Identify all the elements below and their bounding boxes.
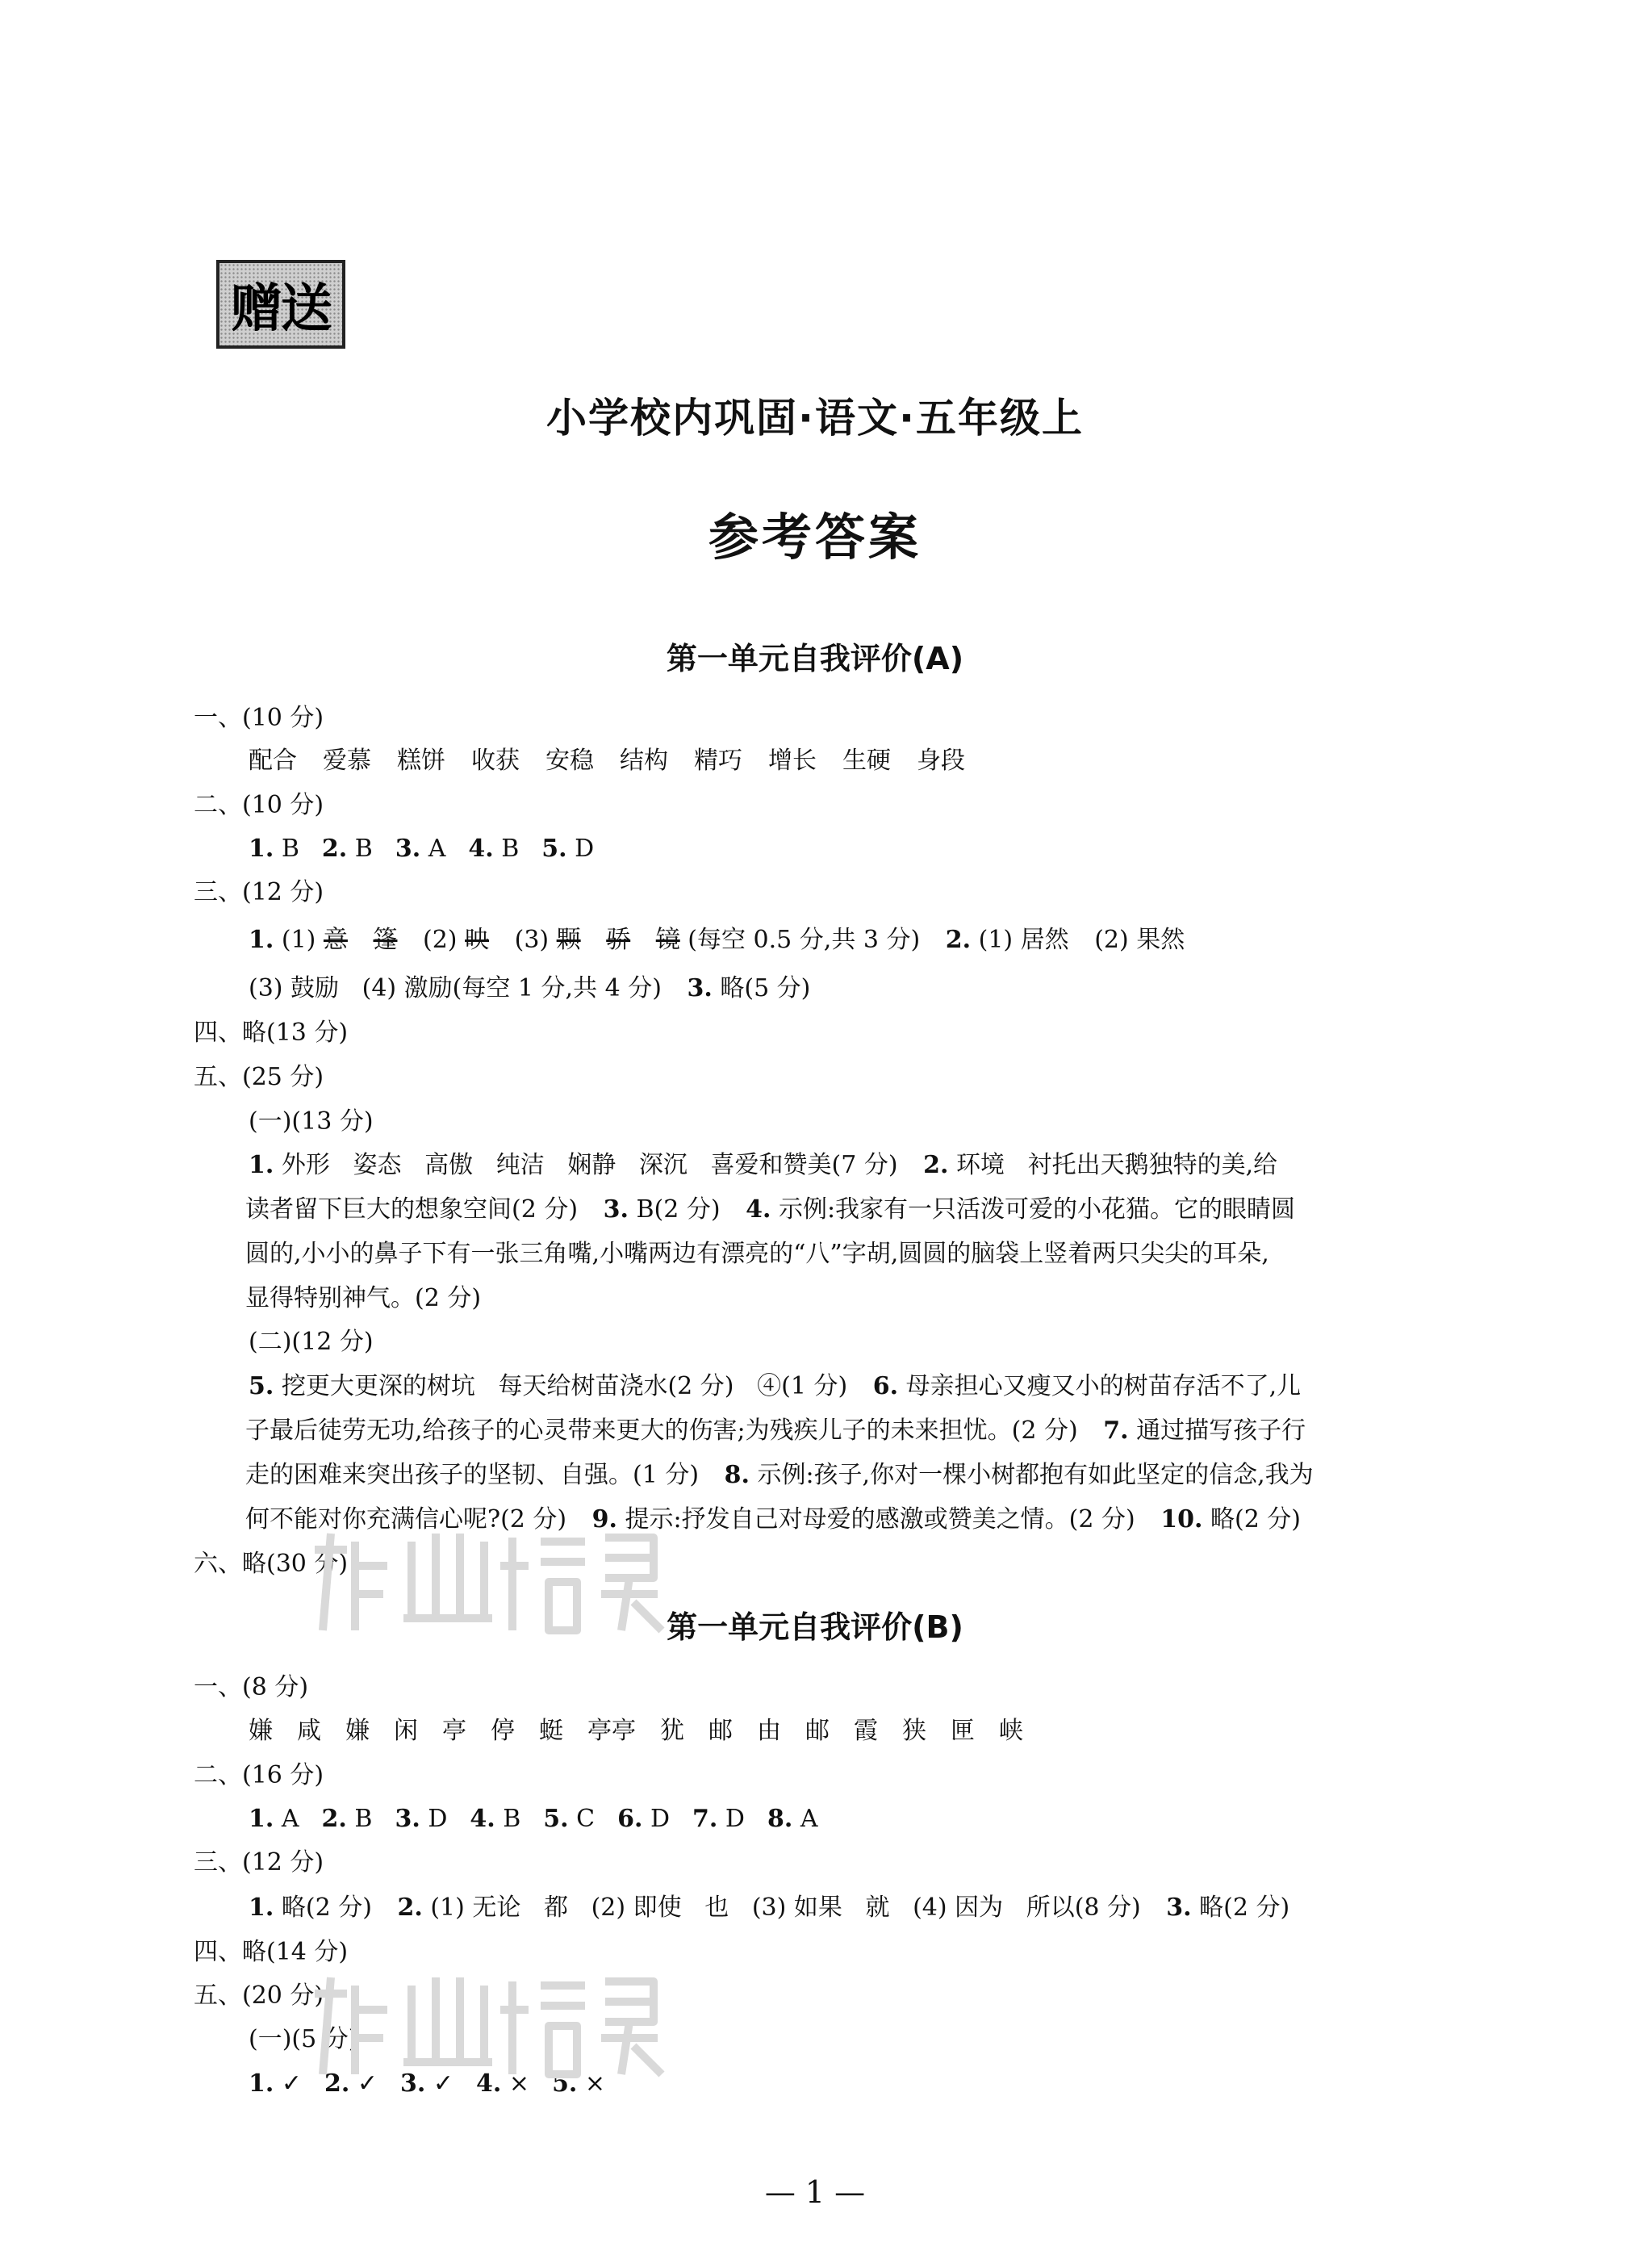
b-q1-word-4: 闲 [394,1717,418,1745]
a-q2-answer-value: B [347,835,373,863]
b-q1-word-13: 霞 [854,1717,878,1745]
b-q2-heading: 二、(16 分) [194,1761,324,1789]
b-q5-part1-heading: (一)(5 分) [249,2025,358,2053]
a-q3-sub3-label: (3) [514,926,550,954]
a-q2-answer-1 [249,835,299,863]
a-q3-score-note: (每空 0.5 分,共 3 分) [688,926,921,954]
a-q5-answer-3: B(2 分) [636,1195,721,1224]
b-q1-word-7: 蜓 [539,1717,563,1745]
b-q3-number-3: 3. [1166,1893,1192,1922]
b-q1-word-6: 停 [491,1717,515,1745]
a-q5-p1-line-2 [245,1194,1295,1226]
a-q2-answer-value: B [274,835,299,863]
b-q2-answer-value: D [420,1805,448,1833]
b-q2-answer-4 [470,1805,520,1833]
section-b-title: 第一单元自我评价(B) [667,1609,963,1645]
b-q1-word-8: 亭亭 [587,1717,636,1745]
b-q2-answers [249,1803,818,1835]
a-q5-number-6: 6. [872,1372,899,1400]
a-q2-answer-4 [468,835,519,863]
b-q1-heading: 一、(8 分) [194,1673,309,1701]
b-q2-answer-number: 5. [543,1805,569,1833]
a-q2-answer-value: A [420,835,446,863]
b-q2-answer-6 [617,1805,670,1833]
b-q1-word-1: 嫌 [249,1717,273,1745]
book-title: 小学校内巩固·语文·五年级上 [546,395,1084,441]
a-q3-char-2: 篷 [373,926,398,954]
b-q5-answer-value: ✓ [425,2069,454,2098]
a-q1-word-1: 配合 [249,747,297,775]
a-q1-word-3: 糕饼 [397,747,445,775]
a-q5-number-3: 3. [603,1195,629,1224]
b-q3-line [249,1892,1289,1924]
b-q1-words [249,1715,1023,1747]
a-q5-answer-7-cont: 走的困难来突出孩子的坚韧、自强。(1 分) [245,1461,700,1489]
b-q3-answer-2: (1) 无论 都 (2) 即使 也 (3) 如果 就 (4) 因为 所以(8 分) [430,1893,1141,1922]
b-q2-answer-value: A [274,1805,299,1833]
b-q2-answer-number: 6. [617,1805,643,1833]
a-q3-number-3: 3. [687,974,713,1002]
a-q5-p1-line-4: 显得特别神气。(2 分) [245,1284,482,1312]
b-q5-answer-5 [552,2069,605,2098]
section-a-title: 第一单元自我评价(A) [666,641,964,676]
b-q5-answer-value: × [577,2069,606,2098]
b-q1-word-9: 犹 [660,1717,684,1745]
b-q2-answer-value: B [495,1805,521,1833]
b-q5-answer-1 [249,2069,302,2098]
a-q5-number-9: 9. [591,1505,617,1534]
b-q1-word-2: 咸 [297,1717,321,1745]
b-q2-answer-2 [322,1805,373,1833]
b-q5-answer-value: ✓ [349,2069,378,2098]
b-q3-answer-3: 略(2 分) [1199,1893,1290,1922]
b-q5-answer-number: 4. [476,2069,502,2098]
a-q5-answer-8-cont: 何不能对你充满信心呢?(2 分) [245,1505,567,1534]
a-q5-number-4: 4. [746,1195,771,1224]
a-q5-p2-line-2 [245,1415,1306,1447]
b-q5-answer-number: 5. [552,2069,578,2098]
a-q1-word-4: 收获 [471,747,520,775]
a-q5-p2-line-4 [245,1504,1301,1536]
a-q1-word-5: 安稳 [545,747,594,775]
a-q2-answer-number: 5. [541,835,567,863]
b-q1-word-15: 匣 [951,1717,975,1745]
a-q3-sub2-label: (2) [423,926,458,954]
a-q5-heading: 五、(25 分) [194,1063,324,1091]
a-q3-char-4: 颗 [556,926,581,954]
a-q2-answer-number: 2. [321,835,348,863]
b-q2-answer-value: D [717,1805,745,1833]
b-q1-word-3: 嫌 [345,1717,370,1745]
b-q4: 四、略(14 分) [194,1938,349,1966]
b-q5-answer-3 [400,2069,453,2098]
a-q3-char-3: 映 [465,926,490,954]
a-q2-heading: 二、(10 分) [194,791,324,819]
a-q5-p2-line-1 [249,1370,1301,1403]
b-q2-answer-value: A [792,1805,818,1833]
b-q1-word-5: 亭 [442,1717,466,1745]
a-q3-number-1: 1. [249,926,274,954]
a-q5-part2-heading: (二)(12 分) [249,1328,374,1356]
a-q6: 六、略(30 分) [194,1550,349,1578]
answer-key-title: 参考答案 [708,508,922,567]
a-q1-heading: 一、(10 分) [194,704,324,732]
b-q2-answer-number: 3. [395,1805,420,1833]
a-q5-answer-7: 通过描写孩子行 [1136,1416,1306,1445]
a-q1-word-2: 爱慕 [323,747,371,775]
b-q3-number-1: 1. [249,1893,274,1922]
a-q1-words [249,745,965,777]
b-q5-answer-value: × [501,2069,530,2098]
a-q1-word-8: 增长 [768,747,817,775]
a-q2-answer-3 [395,835,446,863]
b-q2-answer-value: C [568,1805,596,1833]
b-q2-answer-7 [692,1805,745,1833]
a-q5-number-2: 2. [923,1151,949,1179]
b-q2-answer-8 [767,1805,818,1833]
a-q3-answer-3: 略(5 分) [720,974,811,1002]
b-q2-answer-number: 7. [692,1805,718,1833]
a-q5-p1-line-1 [249,1149,1277,1182]
a-q5-answer-2-cont: 读者留下巨大的想象空间(2 分) [245,1195,579,1224]
a-q2-answer-2 [322,835,373,863]
a-q5-number-7: 7. [1103,1416,1129,1445]
a-q3-char-1: 意 [323,926,348,954]
a-q2-answers [249,833,594,865]
a-q3-answer-juran: (1) 居然 [978,926,1069,954]
b-q2-answer-number: 8. [767,1805,793,1833]
a-q1-word-7: 精巧 [694,747,742,775]
b-q1-word-14: 狭 [902,1717,926,1745]
b-q3-number-2: 2. [397,1893,423,1922]
a-q5-p2-line-3 [245,1459,1314,1492]
b-q1-word-12: 邮 [805,1717,830,1745]
b-q5-answer-number: 2. [324,2069,350,2098]
a-q2-answer-number: 3. [395,835,421,863]
b-q2-answer-number: 4. [470,1805,495,1833]
a-q1-word-10: 身段 [917,747,965,775]
a-q5-answer-2: 环境 衬托出天鹅独特的美,给 [955,1151,1278,1179]
b-q2-answer-number: 2. [321,1805,347,1833]
b-q5-answers [249,2068,605,2100]
a-q5-answer-5: 挖更大更深的树坑 每天给树苗浇水(2 分) ④(1 分) [281,1372,848,1400]
a-q1-word-9: 生硬 [842,747,891,775]
a-q5-number-5: 5. [249,1372,274,1400]
b-q2-answer-number: 1. [249,1805,274,1833]
a-q3-line-2-text: (3) 鼓励 (4) 激励(每空 1 分,共 4 分) [249,974,662,1002]
a-q2-answer-5 [541,835,594,863]
a-q5-answer-6: 母亲担心又瘦又小的树苗存活不了,儿 [905,1372,1302,1400]
b-q5-answer-number: 3. [400,2069,426,2098]
a-q5-answer-6-cont: 子最后徒劳无功,给孩子的心灵带来更大的伤害;为残疾儿子的未来担忧。(2 分) [245,1416,1078,1445]
page-number: — 1 — [764,2174,866,2210]
b-q5-answer-value: ✓ [274,2069,303,2098]
a-q3-line-2 [249,973,810,1005]
a-q3-answer-guoran: (2) 果然 [1094,926,1185,954]
a-q3-line-1 [249,924,1185,956]
a-q3-char-6: 镜 [655,926,680,954]
a-q5-p1-line-3: 圆的,小小的鼻子下有一张三角嘴,小嘴两边有漂亮的“八”字胡,圆圆的脑袋上竖着两只尖尖的耳朵, [245,1240,1269,1268]
a-q5-number-8: 8. [724,1461,750,1489]
b-q5-answer-number: 1. [249,2069,274,2098]
a-q5-answer-9: 提示:抒发自己对母爱的感激或赞美之情。(2 分) [625,1505,1135,1534]
a-q5-answer-8: 示例:孩子,你对一棵小树都抱有如此坚定的信念,我为 [757,1461,1314,1489]
a-q4: 四、略(13 分) [194,1019,349,1047]
b-q3-heading: 三、(12 分) [194,1848,324,1877]
b-q1-word-11: 由 [757,1717,781,1745]
a-q2-answer-number: 4. [468,835,494,863]
b-q3-answer-1: 略(2 分) [281,1893,372,1922]
gift-stamp: 赠送 [216,260,345,349]
a-q2-answer-value: B [493,835,520,863]
b-q1-word-10: 邮 [708,1717,733,1745]
b-q5-heading: 五、(20 分) [194,1981,324,2010]
watermark-logo-2 [299,1961,670,2082]
a-q5-number-1: 1. [249,1151,274,1179]
b-q2-answer-5 [543,1805,595,1833]
a-q2-answer-value: D [566,835,595,863]
a-q3-sub1-label: (1) [281,926,316,954]
b-q2-answer-value: B [346,1805,373,1833]
b-q2-answer-3 [395,1805,447,1833]
b-q2-answer-value: D [642,1805,671,1833]
a-q2-answer-number: 1. [249,835,274,863]
b-q5-answer-2 [324,2069,378,2098]
a-q5-answer-4: 示例:我家有一只活泼可爱的小花猫。它的眼睛圆 [778,1195,1296,1224]
b-q1-word-16: 峡 [999,1717,1023,1745]
b-q5-answer-4 [476,2069,529,2098]
a-q5-answer-10: 略(2 分) [1210,1505,1302,1534]
a-q5-part1-heading: (一)(13 分) [249,1107,374,1136]
a-q1-word-6: 结构 [620,747,668,775]
a-q5-number-10: 10. [1160,1505,1203,1534]
b-q2-answer-1 [249,1805,299,1833]
a-q5-answer-1: 外形 姿态 高傲 纯洁 娴静 深沉 喜爱和赞美(7 分) [281,1151,898,1179]
a-q3-char-5: 骄 [606,926,631,954]
a-q3-heading: 三、(12 分) [194,878,324,906]
a-q3-number-2: 2. [945,926,972,954]
